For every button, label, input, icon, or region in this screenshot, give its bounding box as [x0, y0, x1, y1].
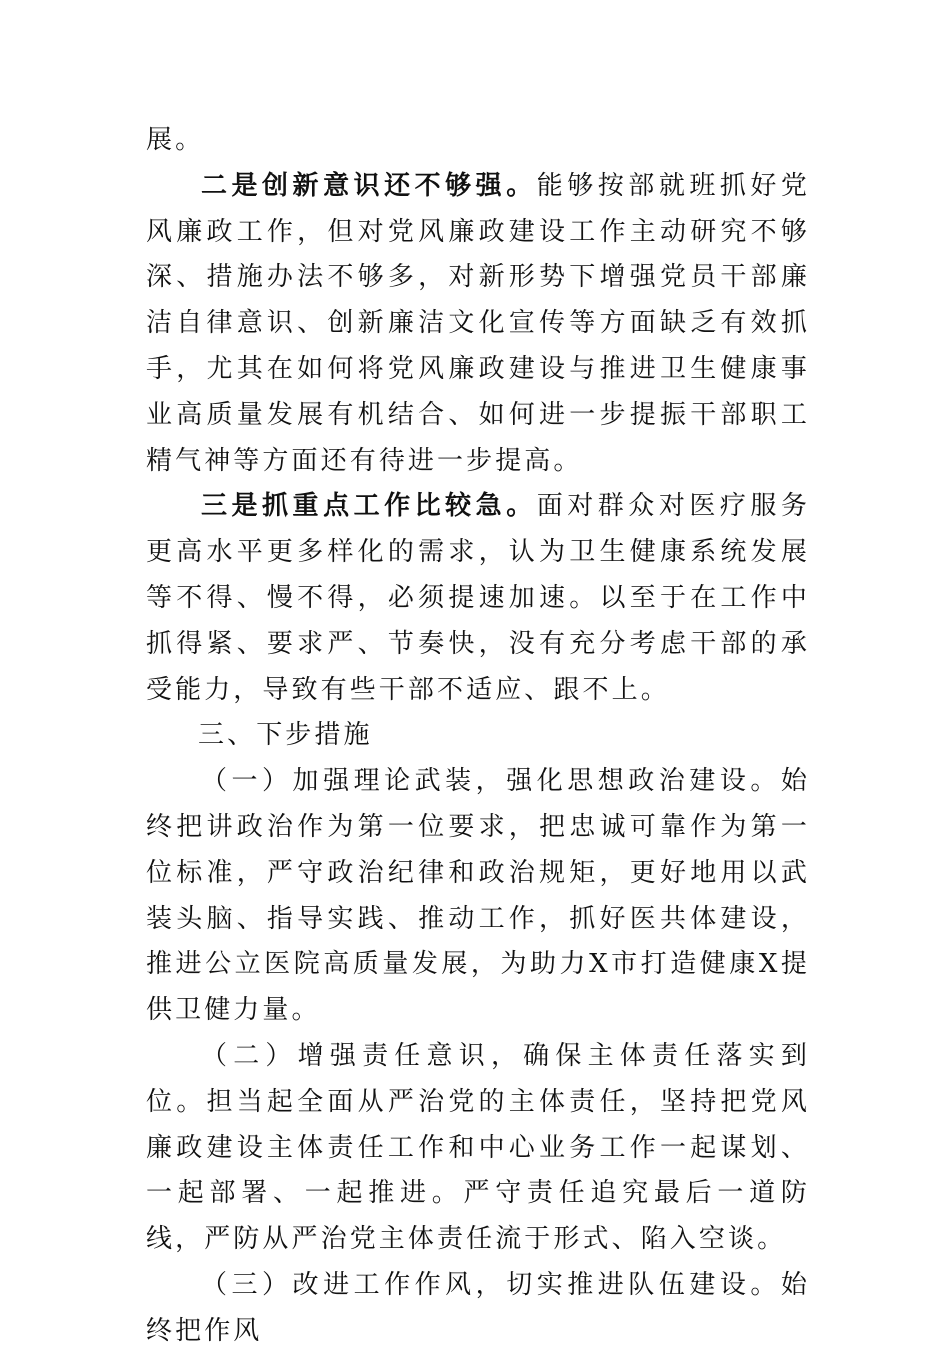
paragraph-continuation — [146, 118, 810, 164]
document-body — [146, 118, 810, 1355]
section-heading: 三、下步措施 — [198, 720, 373, 751]
measure-lead: （二）增强责任意识，确保主体责任落实到位。 — [146, 1040, 810, 1117]
paragraph-innovation — [146, 164, 810, 485]
paragraph-text: 能够按部就班抓好党风廉政工作，但对党风廉政建设工作主动研究不够深、措施办法不够多，对新形势下增强党员干部廉洁自律意识、创新廉洁文化宣传等方面缺乏有效抓手，尤其在如何将党风廉政建设与推进卫生健康事业高质量发展有机结合、如何进一步提振干部职工精气神等方面还有待进一步提高。 — [146, 170, 810, 476]
measure-lead: （一）加强理论武装，强化思想政治建设。 — [201, 766, 781, 797]
paragraph-lead: 二是创新意识还不够强。 — [201, 170, 537, 201]
measure-text: 始终把作风 — [146, 1269, 810, 1346]
measure-lead: （三）改进工作作风，切实推进队伍建设。 — [201, 1269, 781, 1300]
measure-theory — [146, 759, 810, 1034]
measure-text: 担当起全面从严治党的主体责任，坚持把党风廉政建设主体责任工作和中心业务工作一起谋划、一起部署、一起推进。严守责任追究最后一道防线，严防从严治党主体责任流于形式、陷入空谈。 — [146, 1086, 810, 1255]
measure-responsibility — [146, 1034, 810, 1263]
measure-work-style — [146, 1263, 810, 1355]
measure-text: 始终把讲政治作为第一位要求，把忠诚可靠作为第一位标准，严守政治纪律和政治规矩，更好地用以武装头脑、指导实践、推动工作，抓好医共体建设，推进公立医院高质量发展，为助力X市打造健康X提供卫健力量。 — [146, 766, 810, 1026]
paragraph-lead: 三是抓重点工作比较急。 — [201, 491, 537, 522]
paragraph-text: 面对群众对医疗服务更高水平更多样化的需求，认为卫生健康系统发展等不得、慢不得，必须提速加速。以至于在工作中抓得紧、要求严、节奏快，没有充分考虑干部的承受能力，导致有些干部不适应、跟不上。 — [146, 491, 810, 705]
paragraph-key-work — [146, 484, 810, 713]
paragraph-text: 展。 — [146, 125, 205, 155]
